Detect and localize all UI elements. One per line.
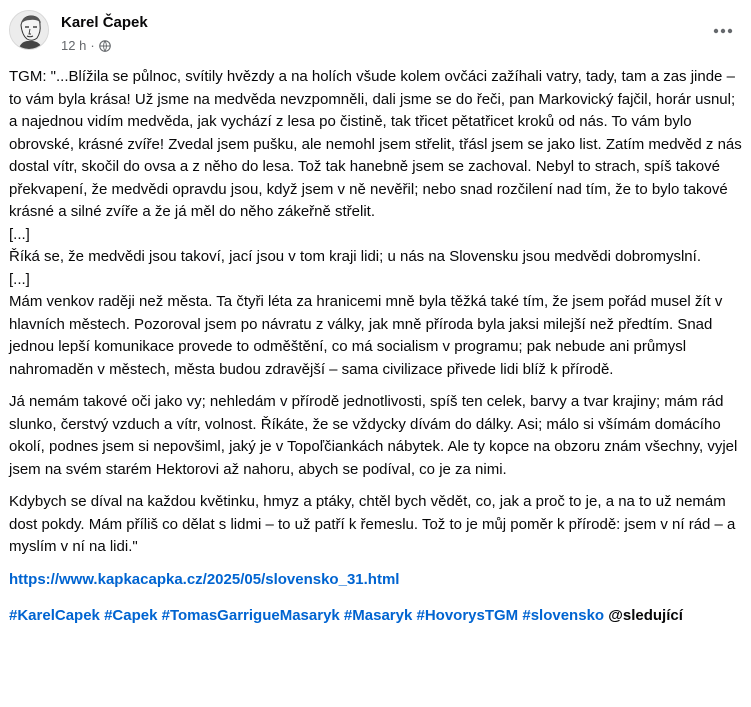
mention-followers[interactable]: @sledující bbox=[608, 607, 683, 624]
more-horizontal-icon bbox=[713, 28, 733, 34]
hashtag-capek[interactable]: #Capek bbox=[104, 607, 158, 624]
post-time[interactable]: 12 h bbox=[61, 38, 87, 53]
hashtag-karelcapek[interactable]: #KarelCapek bbox=[9, 607, 100, 624]
portrait-sketch-icon bbox=[10, 11, 49, 50]
hashtag-row bbox=[9, 605, 742, 628]
author-avatar[interactable] bbox=[9, 10, 49, 50]
post-paragraph-3: Kdybych se díval na každou květinku, hmyz a ptáky, chtěl bych vědět, co, jak a proč to je, a na to už nemám dost pokdy. Mám příliš co dělat s lidmi – to už patří k řemeslu. Tož to je můj poměr k přírodě: jsem v ní rád – a myslím v ní na lidi." bbox=[9, 493, 740, 555]
hashtag-tomasgarriguemasaryk[interactable]: #TomasGarrigueMasaryk bbox=[161, 607, 340, 624]
hashtag-masaryk[interactable]: #Masaryk bbox=[343, 607, 413, 624]
globe-icon[interactable] bbox=[99, 40, 111, 52]
post-body bbox=[9, 66, 742, 628]
hashtag-hovorystgm[interactable]: #HovorysTGM bbox=[416, 607, 519, 624]
post-paragraph-2: Já nemám takové oči jako vy; nehledám v přírodě jednotlivosti, spíš ten celek, barvy a tvar krajiny; mám rád slunko, čerstvý vzduch a vítr, volnost. Říkáte, že se vždycky dívám do dálky. Asi; málo si všímám domácího okolí, podnes jsem si nepovšiml, jaký je v Topoľčiankách nábytek. Ale ty kopce na obzoru znám všechny, vyjel jsem na svém starém Hektorovi až nahoru, abych se podíval, co je za nimi. bbox=[9, 393, 742, 478]
post-meta bbox=[61, 38, 111, 53]
author-name[interactable]: Karel Čapek bbox=[61, 14, 148, 31]
more-options-button[interactable] bbox=[710, 18, 736, 44]
hashtag-slovensko[interactable]: #slovensko bbox=[522, 607, 605, 624]
meta-separator: · bbox=[90, 38, 95, 53]
post-paragraph-1: TGM: "...Blížila se půlnoc, svítily hvězdy a na holích všude kolem ovčáci zažíhali vatry, tady, tam a zas jinde – to vám byla krása! Už jsme na medvěda nevzpomněli, dali jsme se do řeči, pan Markovický fajčil, horár usnul; a najednou vidím medvěda, jak vychází z lesa po čistině, tak třicet pětatřicet kroků od nás. To vám bylo obrovské, krásné zvíře! Zvedal jsem pušku, ale nemohl jsem střelit, třásl jsem se jako list. Zatím medvěd z nás dostal vítr, skočil do ovsa a z něho do lesa. Tož tak hanebně jsem se zachoval. Nebyl to strach, spíš takové překvapení, že medvědi opravdu jsou, když jsem v ně nevěřil; nebo snad rozčilení nad tím, že to bylo takové krásné a silné zvíře a že já měl do něho zákeřně střelit. [...] Říká se, že medvědi jsou takoví, jací jsou v tom kraji lidi; u nás na Slovensku jsou medvědi dobromyslní. [...] Mám venkov raději než města. Ta čtyři léta za hranicemi mně byla těžká také tím, že jsem pořád musel žít v hlavních městech. Pozoroval jsem po návratu z války, jak mně příroda byla jaksi milejší než předtím. Snad jednou lepší komunikace provede to odměštění, co má socialism v programu; pak nebude ani průmysl nahromaděn v městech, města budou zdravější – sama civilizace přivede lidi blíž k přírodě. bbox=[9, 68, 742, 378]
post-link[interactable]: https://www.kapkacapka.cz/2025/05/slovensko_31.html bbox=[9, 570, 400, 588]
post-link-row bbox=[9, 569, 742, 592]
post-header bbox=[9, 10, 742, 60]
